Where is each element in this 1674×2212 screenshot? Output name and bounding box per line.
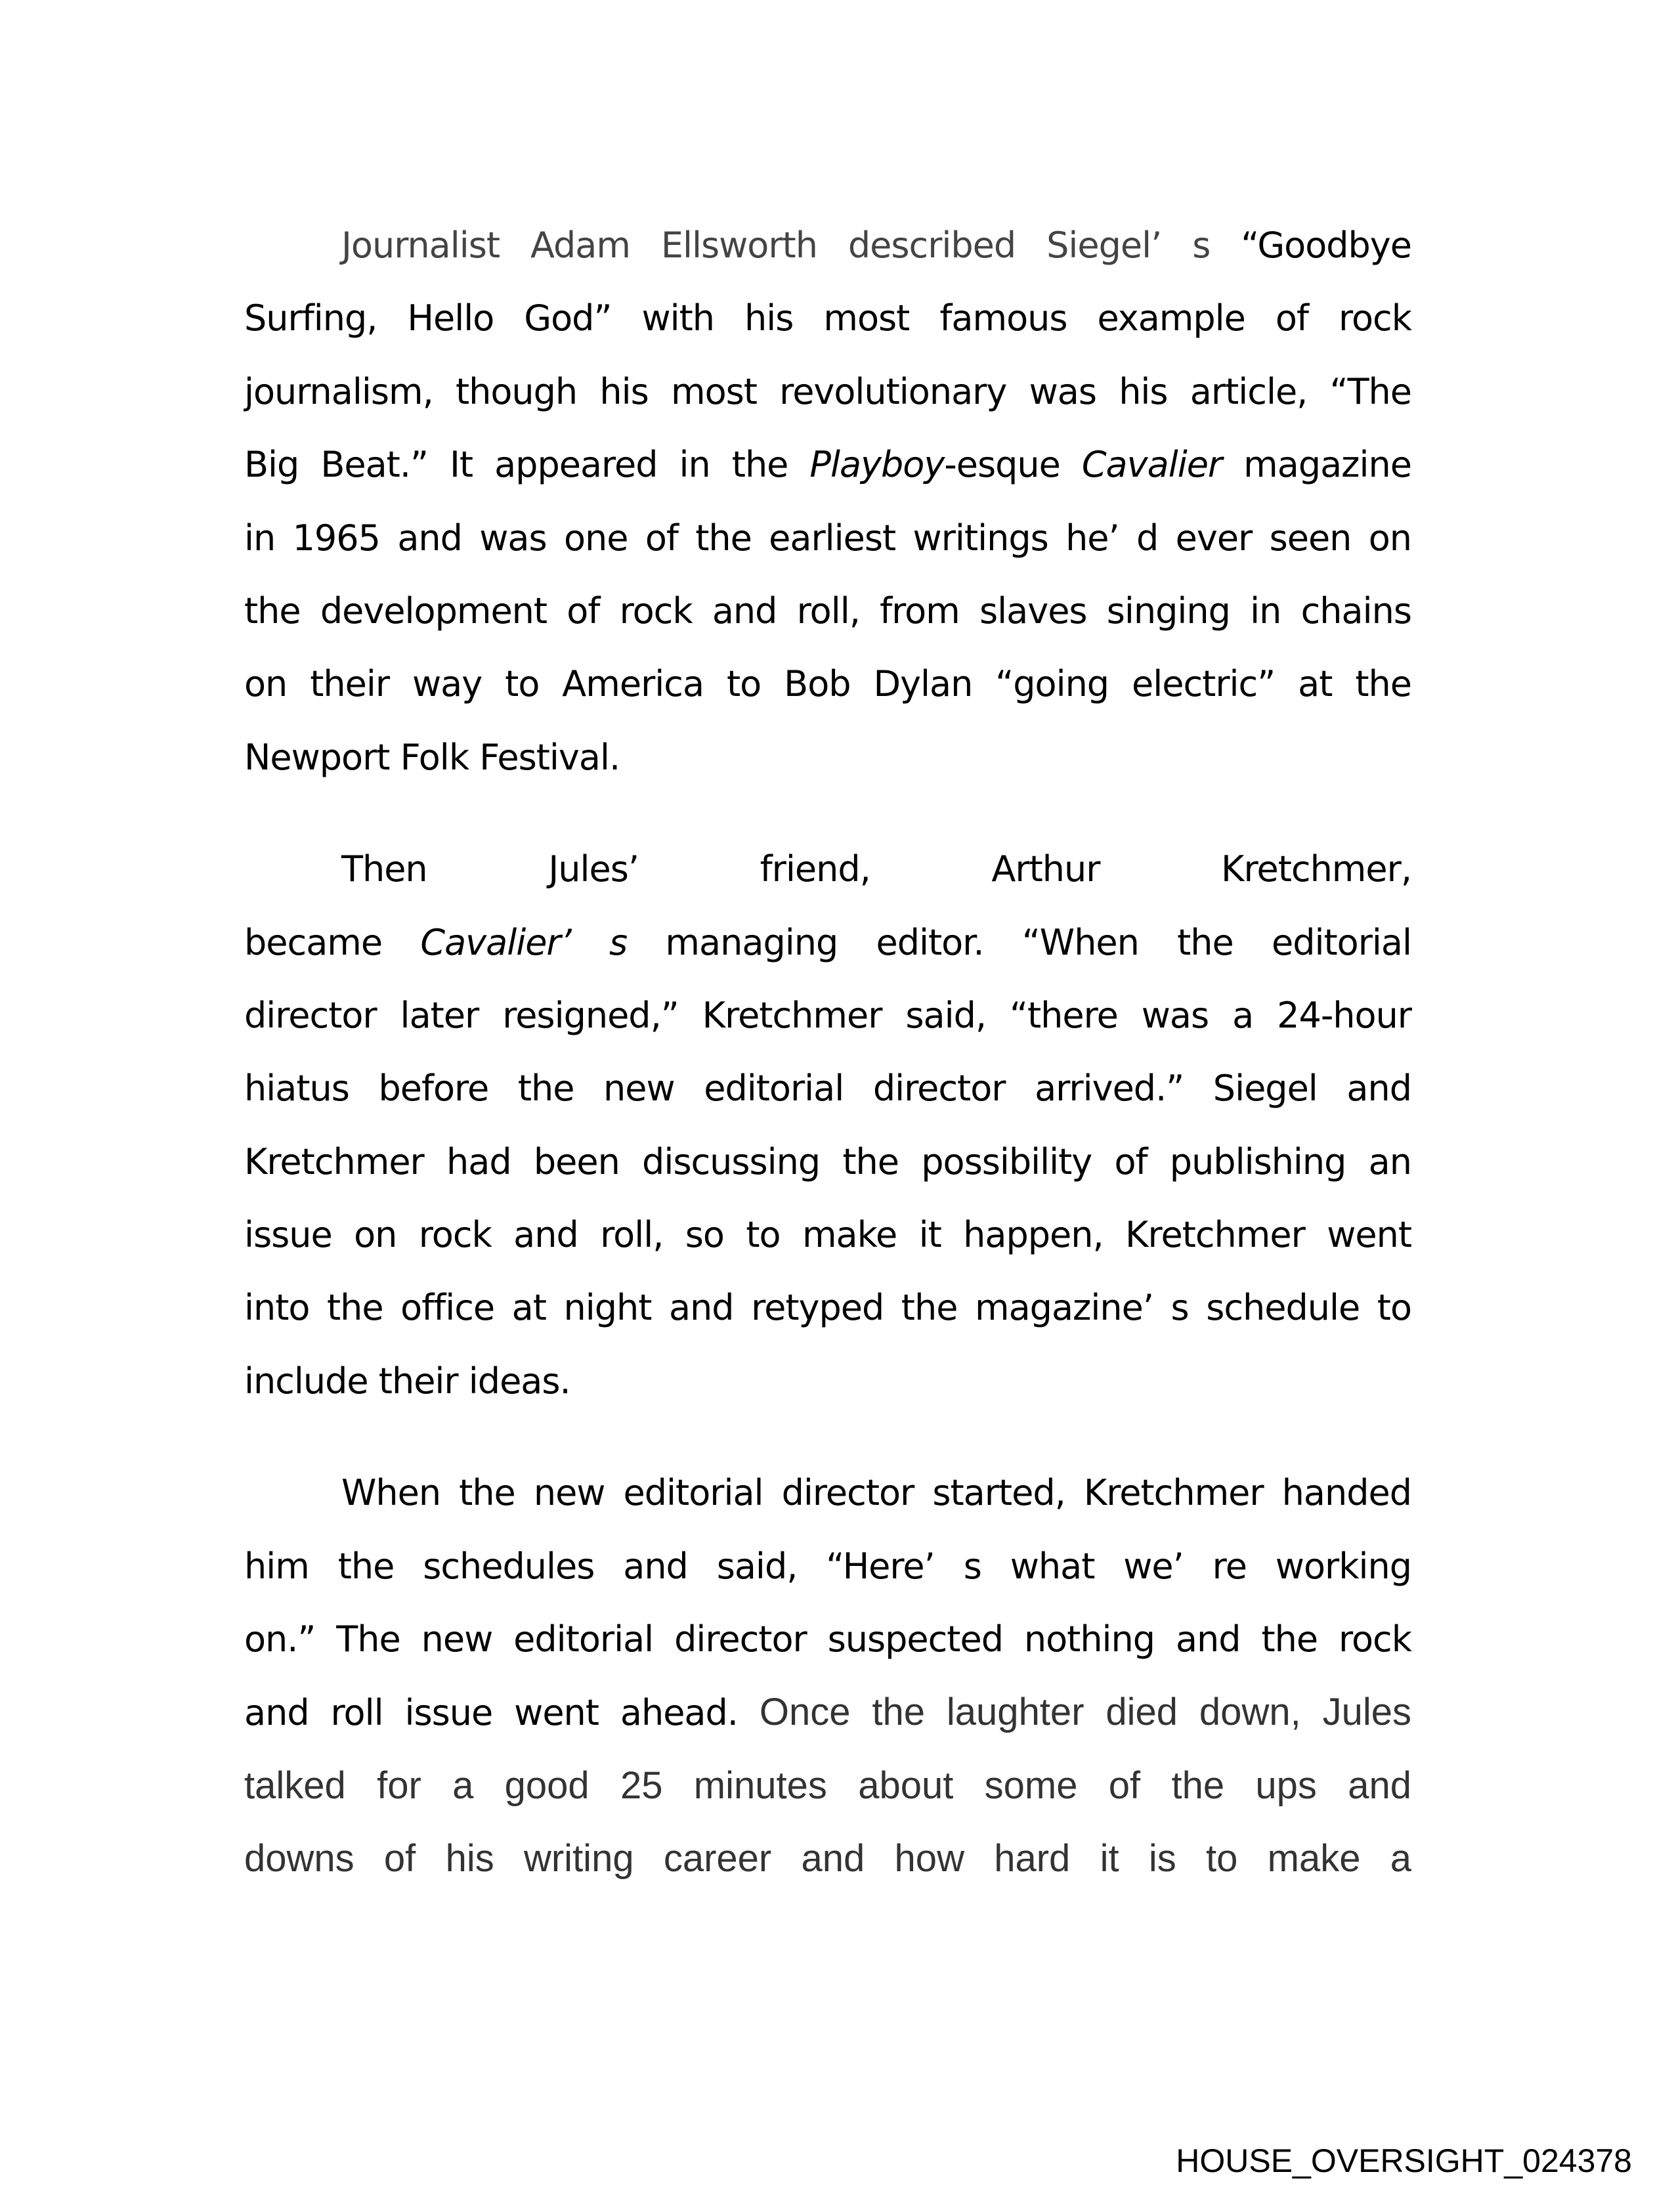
- italic-text: Cavalier: [1081, 444, 1222, 486]
- text-line: [244, 355, 1411, 428]
- text-segment: in 1965 and was one of the earliest writings he’ d ever seen on: [244, 517, 1411, 559]
- text-line: [244, 1530, 1411, 1603]
- text-line: [244, 906, 1411, 979]
- text-line: [244, 1052, 1411, 1125]
- text-segment: journalism, though his most revolutionary was his article, “The: [244, 370, 1411, 412]
- text-line: [244, 1125, 1411, 1198]
- text-segment: magazine: [1222, 444, 1411, 486]
- text-segment: Kretchmer had been discussing the possibility of publishing an: [244, 1140, 1411, 1182]
- text-segment: hiatus before the new editorial director arrived.” Siegel and: [244, 1068, 1411, 1110]
- text-line: [244, 1822, 1411, 1895]
- text-line: [244, 428, 1411, 501]
- text-segment: became: [244, 921, 421, 963]
- text-segment: Then Jules’ friend, Arthur Kretchmer,: [341, 848, 1411, 890]
- italic-text: Playboy: [809, 444, 945, 486]
- text-segment: him the schedules and said, “Here’ s what we’ re working: [244, 1545, 1411, 1587]
- document-body: [244, 209, 1411, 1934]
- text-segment: -esque: [944, 444, 1082, 486]
- text-segment: “Goodbye: [1241, 225, 1411, 266]
- text-segment: Journalist Adam Ellsworth described Siegel’ s: [341, 225, 1241, 266]
- bates-number: HOUSE_OVERSIGHT_024378: [1176, 2142, 1632, 2179]
- text-segment: issue on rock and roll, so to make it happen, Kretchmer went: [244, 1214, 1411, 1256]
- text-segment: the development of rock and roll, from slaves singing in chains: [244, 590, 1411, 632]
- italic-text: Cavalier’ s: [420, 921, 628, 963]
- text-line: [244, 1603, 1411, 1676]
- text-segment: and roll issue went ahead.: [244, 1692, 760, 1734]
- text-line: [244, 1345, 1411, 1418]
- text-segment: talked for a good 25 minutes about some of the ups and: [244, 1764, 1411, 1807]
- text-segment: Big Beat.” It appeared in the: [244, 444, 810, 486]
- text-line: [244, 979, 1411, 1052]
- text-line: [244, 1271, 1411, 1344]
- paragraph: [244, 209, 1411, 794]
- text-segment: on.” The new editorial director suspected nothing and the rock: [244, 1618, 1411, 1660]
- text-segment: Surfing, Hello God” with his most famous example of rock: [244, 297, 1411, 339]
- text-segment: managing editor. “When the editorial: [627, 921, 1411, 963]
- text-segment: Newport Folk Festival.: [244, 736, 620, 778]
- text-line: [244, 1749, 1411, 1822]
- text-line: [244, 1456, 1411, 1529]
- text-line: [244, 575, 1411, 647]
- text-segment: Once the laughter died down, Jules: [759, 1691, 1411, 1734]
- text-segment: When the new editorial director started, Kretchmer handed: [341, 1472, 1411, 1514]
- text-segment: include their ideas.: [244, 1360, 570, 1402]
- text-line: [244, 647, 1411, 720]
- text-segment: on their way to America to Bob Dylan “going electric” at the: [244, 663, 1411, 705]
- text-line: [244, 209, 1411, 282]
- text-line: [244, 833, 1411, 905]
- text-segment: into the office at night and retyped the magazine’ s schedule to: [244, 1287, 1411, 1329]
- text-line: [244, 1198, 1411, 1271]
- text-segment: downs of his writing career and how hard it is to make a: [244, 1837, 1411, 1880]
- paragraph: [244, 833, 1411, 1418]
- text-line: [244, 1676, 1411, 1748]
- text-line: [244, 721, 1411, 794]
- text-line: [244, 282, 1411, 355]
- text-segment: director later resigned,” Kretchmer said, “there was a 24-hour: [244, 994, 1411, 1036]
- text-line: [244, 502, 1411, 575]
- paragraph: [244, 1456, 1411, 1895]
